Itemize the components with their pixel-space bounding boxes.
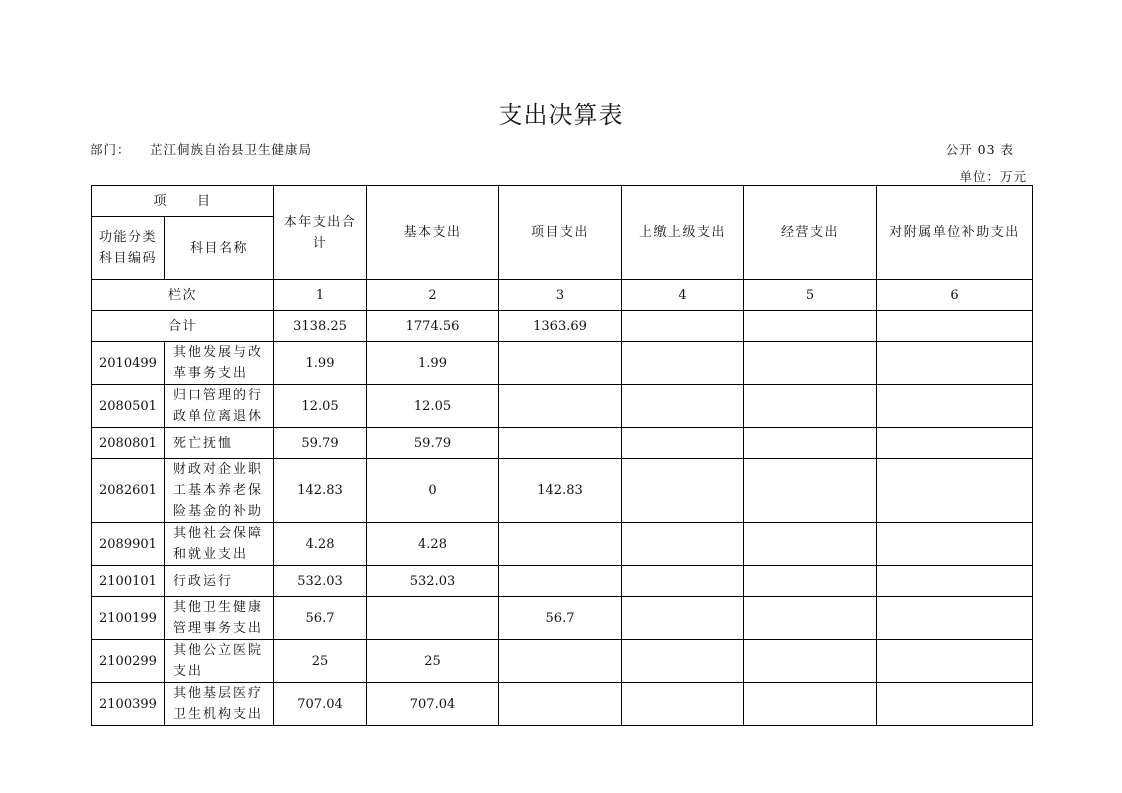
header-func-code: 功能分类科目编码 — [92, 217, 165, 280]
row-code: 2100199 — [92, 597, 165, 640]
row-value-cell: 12.05 — [367, 385, 499, 428]
row-subject-name: 其他基层医疗卫生机构支出 — [165, 683, 274, 726]
row-value-cell: 59.79 — [367, 428, 499, 459]
row-subject-name: 其他卫生健康管理事务支出 — [165, 597, 274, 640]
row-value-cell — [622, 428, 744, 459]
row-value-cell: 25 — [274, 640, 367, 683]
row-code: 2010499 — [92, 342, 165, 385]
row-value-cell: 12.05 — [274, 385, 367, 428]
row-value-cell: 142.83 — [499, 459, 622, 523]
row-value-cell — [622, 597, 744, 640]
row-value-cell: 56.7 — [274, 597, 367, 640]
table-row — [92, 342, 1033, 385]
row-value-cell: 707.04 — [367, 683, 499, 726]
index-row-label: 栏次 — [92, 280, 274, 311]
row-value-cell — [499, 566, 622, 597]
row-value-cell — [877, 523, 1033, 566]
row-code: 2100101 — [92, 566, 165, 597]
index-cell: 4 — [622, 280, 744, 311]
header-col-total: 本年支出合计 — [274, 186, 367, 280]
total-row — [92, 311, 1033, 342]
row-value-cell — [622, 459, 744, 523]
row-value-cell — [499, 428, 622, 459]
row-value-cell — [622, 385, 744, 428]
table-row — [92, 597, 1033, 640]
index-cell: 6 — [877, 280, 1033, 311]
row-value-cell — [744, 385, 877, 428]
row-value-cell — [744, 428, 877, 459]
row-value-cell — [622, 342, 744, 385]
header-col-project: 项目支出 — [499, 186, 622, 280]
row-value-cell — [877, 459, 1033, 523]
table-row — [92, 428, 1033, 459]
row-value-cell — [499, 683, 622, 726]
row-code: 2100399 — [92, 683, 165, 726]
row-value-cell — [877, 683, 1033, 726]
row-value-cell: 1.99 — [274, 342, 367, 385]
department-label: 部门： — [90, 142, 131, 157]
row-value-cell: 707.04 — [274, 683, 367, 726]
row-subject-name: 死亡抚恤 — [165, 428, 274, 459]
row-value-cell: 0 — [367, 459, 499, 523]
row-value-cell — [367, 597, 499, 640]
row-code: 2080801 — [92, 428, 165, 459]
row-value-cell: 4.28 — [274, 523, 367, 566]
row-value-cell — [877, 385, 1033, 428]
row-value-cell — [622, 683, 744, 726]
row-value-cell: 25 — [367, 640, 499, 683]
row-value-cell — [744, 566, 877, 597]
header-col-subsidy: 对附属单位补助支出 — [877, 186, 1033, 280]
table-row — [92, 683, 1033, 726]
total-cell — [877, 311, 1033, 342]
row-value-cell — [877, 566, 1033, 597]
row-subject-name: 财政对企业职工基本养老保险基金的补助 — [165, 459, 274, 523]
header-row-1 — [92, 186, 1033, 217]
total-cell: 3138.25 — [274, 311, 367, 342]
total-cell: 1363.69 — [499, 311, 622, 342]
row-value-cell: 1.99 — [367, 342, 499, 385]
header-item: 项 目 — [92, 186, 274, 217]
row-subject-name: 其他发展与改革事务支出 — [165, 342, 274, 385]
row-value-cell: 142.83 — [274, 459, 367, 523]
row-value-cell: 56.7 — [499, 597, 622, 640]
header-col-upper: 上缴上级支出 — [622, 186, 744, 280]
table-row — [92, 385, 1033, 428]
row-subject-name: 行政运行 — [165, 566, 274, 597]
header-col-basic: 基本支出 — [367, 186, 499, 280]
index-cell: 2 — [367, 280, 499, 311]
page-title: 支出决算表 — [498, 101, 624, 129]
table-row — [92, 523, 1033, 566]
index-cell: 5 — [744, 280, 877, 311]
row-subject-name: 归口管理的行政单位离退休 — [165, 385, 274, 428]
total-cell — [622, 311, 744, 342]
total-cell: 1774.56 — [367, 311, 499, 342]
row-value-cell: 4.28 — [367, 523, 499, 566]
row-value-cell: 532.03 — [274, 566, 367, 597]
row-value-cell — [744, 597, 877, 640]
index-row — [92, 280, 1033, 311]
unit-label: 单位：万元 — [959, 169, 1027, 184]
index-cell: 3 — [499, 280, 622, 311]
row-value-cell — [877, 428, 1033, 459]
row-value-cell — [622, 566, 744, 597]
row-value-cell — [499, 523, 622, 566]
table-row — [92, 566, 1033, 597]
total-row-label: 合计 — [92, 311, 274, 342]
table-row — [92, 459, 1033, 523]
row-value-cell — [499, 342, 622, 385]
form-number: 公开 03 表 — [945, 142, 1014, 157]
row-code: 2100299 — [92, 640, 165, 683]
index-cell: 1 — [274, 280, 367, 311]
table-row — [92, 640, 1033, 683]
row-code: 2080501 — [92, 385, 165, 428]
row-code: 2089901 — [92, 523, 165, 566]
row-subject-name: 其他公立医院支出 — [165, 640, 274, 683]
row-value-cell — [744, 523, 877, 566]
header-subject-name: 科目名称 — [165, 217, 274, 280]
header-col-business: 经营支出 — [744, 186, 877, 280]
row-value-cell — [877, 342, 1033, 385]
row-value-cell — [877, 597, 1033, 640]
row-code: 2082601 — [92, 459, 165, 523]
row-value-cell — [744, 342, 877, 385]
row-value-cell — [744, 683, 877, 726]
department-name: 芷江侗族自治县卫生健康局 — [150, 142, 313, 157]
total-cell — [744, 311, 877, 342]
row-value-cell — [622, 523, 744, 566]
row-value-cell — [877, 640, 1033, 683]
row-value-cell: 59.79 — [274, 428, 367, 459]
row-subject-name: 其他社会保障和就业支出 — [165, 523, 274, 566]
row-value-cell — [499, 385, 622, 428]
row-value-cell — [622, 640, 744, 683]
row-value-cell — [744, 640, 877, 683]
row-value-cell — [744, 459, 877, 523]
expenditure-table — [91, 185, 1033, 726]
row-value-cell — [499, 640, 622, 683]
row-value-cell: 532.03 — [367, 566, 499, 597]
